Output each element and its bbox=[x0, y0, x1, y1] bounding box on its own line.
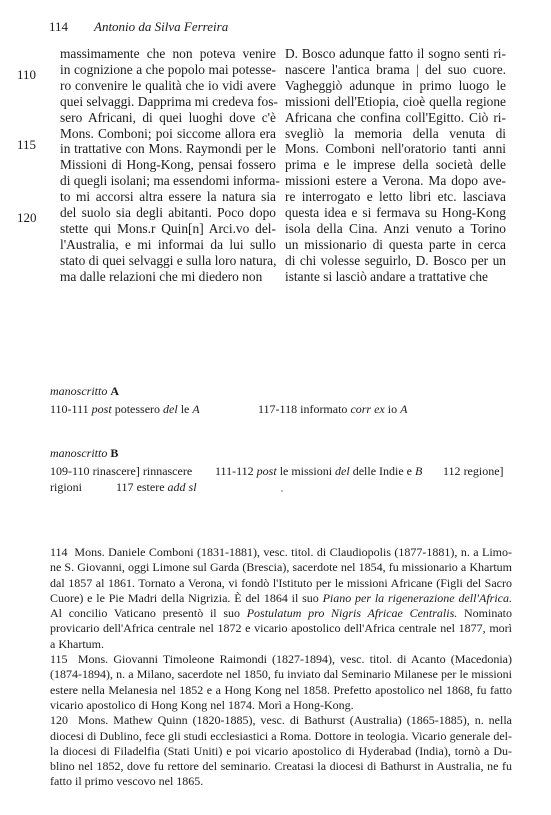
text-line: Africana che confina coll'Egitto. Ciò ri- bbox=[285, 109, 506, 125]
stray-mark bbox=[281, 490, 283, 492]
text-line: stette qui Mons.r Quin[n] Arci.vo del- bbox=[60, 220, 276, 236]
text-line: stato di quei selvaggi e sulla loro natura, bbox=[60, 252, 277, 268]
text-line: Mons. Comboni nell'oratorio tanti anni bbox=[285, 141, 506, 157]
text-line: quei selvaggi. Dapprima mi credeva fos- bbox=[60, 93, 278, 109]
text-line: prima e le imprese della società delle bbox=[285, 157, 506, 173]
ms-b-entry-1: 109-110 rinascere] rinnascere bbox=[50, 464, 193, 478]
text-line: re interrogato e letto libri etc. lasciava bbox=[285, 189, 506, 205]
text-line: ro convenire le qualità che io vidi avere bbox=[60, 77, 276, 93]
text-line: massimamente che non poteva venire bbox=[60, 46, 276, 61]
apparatus-ms-a bbox=[50, 384, 119, 399]
text-line: Vagheggiò adunque in primo luogo le bbox=[285, 77, 506, 93]
footnote-120: 120 Mons. Mathew Quinn (1820-1885), vesc. di Bathurst (Australia) (1865-1885), n. nella diocesi di Dublino, fece gli studi ecclesiastici a Roma. Dottore in teologia. Vicario generale della diocesi di Filadelfia (Stati Uniti) e poi vicario apostolico di Hyderabad (India), tornò a Dublino nel 1852, dove fu rettore del seminario. Creatasi la diocesi di Bathurst in Australia, ne fu fatto il primo vescovo nel 1865. bbox=[50, 713, 513, 789]
line-number-110: 110 bbox=[17, 67, 37, 82]
ms-a-entry-2: 117-118 informato corr ex io A bbox=[258, 402, 408, 416]
ms-b-entry-4: 117 estere add sl bbox=[116, 480, 197, 494]
ms-b-entry-3: 112 regione] bbox=[443, 464, 504, 478]
line-number-115: 115 bbox=[17, 137, 37, 152]
ms-a-label: manoscritto A bbox=[50, 384, 120, 398]
running-head: Antonio da Silva Ferreira bbox=[94, 19, 229, 34]
text-line: D. Bosco adunque fatto il sogno senti ri- bbox=[285, 46, 506, 61]
text-line: di chi volesse seguirlo, D. Bosco per un bbox=[285, 252, 506, 268]
text-line: to mi accorsi altra essere la natura sia bbox=[60, 189, 276, 205]
apparatus-ms-b bbox=[50, 446, 118, 461]
footnote-115: 115 Mons. Giovanni Timoleone Raimondi (1827-1894), vesc. titol. di Acanto (Macedonia) (1874-1894), n. a Milano, sacerdote nel 1850, fu inviato dal Seminario Milanese per le missioni estere nella Melanesia nel 1852 e a Hong Kong nel 1858. Prefetto apostolico nel 1868, fu fatto vicario apostolico di Hong Kong nel 1874. Morì a Hong-Kong. bbox=[50, 652, 513, 712]
text-line: nascere l'antica brama | del suo cuore. bbox=[285, 61, 506, 77]
text-column-left bbox=[60, 46, 280, 285]
text-line: isola della Cina. Anzi venuto a Torino bbox=[285, 220, 506, 236]
ms-b-entry-2: 111-112 post le missioni del delle Indie e B bbox=[215, 464, 423, 478]
text-line: Mons. Comboni; poi siccome allora era bbox=[60, 125, 276, 141]
text-line: del suolo sia degli abitanti. Poco dopo bbox=[60, 205, 276, 221]
text-line: ma dalle relazioni che mi diedero non bbox=[60, 268, 263, 284]
text-column-right bbox=[285, 46, 506, 285]
ms-a-entry-1: 110-111 post potessero del le A bbox=[50, 402, 200, 416]
text-line: in cognizione a che popolo mai potesse- bbox=[60, 61, 276, 77]
text-line: Missioni di Hong-Kong, pensai fossero bbox=[60, 157, 276, 173]
text-line: in trattative con Mons. Raymondi per le bbox=[60, 141, 276, 157]
text-line: di quegli isolani; ma essendomi informa- bbox=[60, 173, 280, 189]
ms-b-entry-3-continued: rigioni bbox=[50, 480, 82, 494]
text-line: svegliò la memoria della venuta di bbox=[285, 125, 506, 141]
text-line: missioni estere a Verona. Ma dopo ave- bbox=[285, 173, 506, 189]
text-line: l'Australia, e mi informai da lui sullo bbox=[60, 236, 276, 252]
footnote-114: 114 Mons. Daniele Comboni (1831-1881), vesc. titol. di Claudiopolis (1877-1881), n. a Limone S. Giovanni, oggi Limone sul Garda (Brescia), sacerdote nel 1854, fu missionario a Khartum dal 1857 al 1861. Tornato a Verona, vi fondò l'Istituto per le missioni Africane (Figli del Sacro Cuore) e le Pie Madri della Nigrizia. È del 1864 il suo Piano per la rigenerazione dell'Africa. Al concilio Vaticano presentò il suo Postulatum pro Nigris Africae Centralis. Nominato provicario dell'Africa centrale nel 1872 e vicario apostolico dell'Africa centrale nel 1877, morì a Khartum. bbox=[50, 545, 512, 651]
text-line: istante si lasciò andare a trattative che bbox=[285, 268, 488, 284]
text-line: missioni dell'Etiopia, cioè quella regione bbox=[285, 93, 506, 109]
page-number: 114 bbox=[49, 19, 69, 34]
text-line: un missionario di questa parte in cerca bbox=[285, 236, 506, 252]
text-line: questa idea e si fermava su Hong-Kong bbox=[285, 205, 506, 221]
ms-b-label: manoscritto B bbox=[50, 446, 119, 460]
line-number-120: 120 bbox=[17, 210, 37, 225]
footnotes bbox=[50, 545, 512, 790]
text-line: sero Africani, di quei luoghi dove c'è bbox=[60, 109, 276, 125]
